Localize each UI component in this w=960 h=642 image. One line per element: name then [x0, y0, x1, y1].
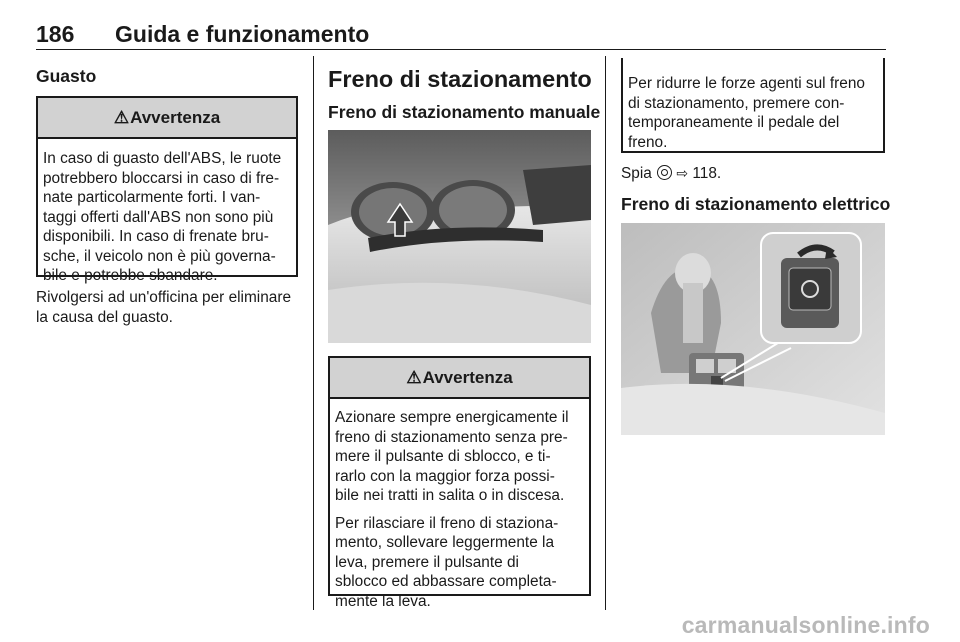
note-line: Per ridurre le forze agenti sul freno [628, 75, 865, 92]
photo-electric-parking-brake [621, 223, 885, 435]
brake-warning-icon [657, 165, 672, 180]
warning-line: mento, sollevare leggermente la [335, 534, 555, 551]
spia-reference [621, 163, 721, 184]
note-box [621, 58, 885, 153]
spia-label: Spia [621, 165, 652, 182]
chapter-title: Guida e funzionamento [115, 21, 370, 47]
warning-box-manual [328, 356, 591, 610]
warning-line: mere il pulsante di sblocco, e ti- [335, 448, 551, 465]
warning-line: rarlo con la maggior forza possi- [335, 467, 555, 485]
paragraph-line: Rivolgersi ad un'officina per eliminare [36, 289, 292, 306]
section-heading-freno: Freno di stazionamento [328, 66, 592, 92]
note-body [623, 58, 883, 152]
warning-line: sche, il veicolo non è più governa- [43, 247, 276, 265]
manual-handbrake-illustration [328, 130, 591, 343]
warning-title: Avvertenza [422, 367, 513, 387]
warning-body [330, 399, 589, 611]
paragraph-line: la causa del guasto. [36, 308, 173, 326]
warning-line: mente la leva. [335, 592, 431, 610]
warning-body [38, 139, 296, 286]
column-divider-2 [605, 56, 606, 610]
note-line: temporaneamente il pedale del [628, 114, 840, 131]
spia-page-ref: 118. [692, 165, 722, 182]
watermark: carmanualsonline.info [681, 612, 930, 638]
warning-line: nate particolarmente forti. I van- [43, 189, 261, 206]
warning-line: disponibili. In caso di frenate bru- [43, 228, 269, 245]
page-number: 186 [36, 21, 75, 47]
header-rule [36, 49, 886, 50]
warning-line: Azionare sempre energicamente il [335, 409, 569, 426]
note-line: di stazionamento, premere con- [628, 94, 845, 112]
warning-line: bile e potrebbe sbandare. [43, 267, 218, 284]
warning-line: taggi offerti dall'ABS non sono più [43, 208, 274, 226]
warning-triangle-icon: ⚠ [113, 107, 130, 127]
electric-parking-brake-illustration [621, 223, 885, 435]
column-divider-1 [313, 56, 314, 610]
warning-box-abs [36, 96, 298, 284]
warning-title: Avvertenza [130, 107, 221, 127]
page-ref-arrow-icon: ⇨ [676, 165, 689, 181]
warning-line: bile nei tratti in salita o in discesa. [335, 487, 565, 504]
section-heading-guasto: Guasto [36, 66, 97, 86]
warning-line: Per rilasciare il freno di staziona- [335, 514, 559, 532]
warning-line: leva, premere il pulsante di [335, 553, 519, 571]
warning-header [38, 98, 296, 139]
photo-manual-handbrake [328, 130, 591, 343]
warning-line: sblocco ed abbassare completa- [335, 573, 557, 590]
subheading-freno-elettrico: Freno di stazionamento elettrico [621, 194, 891, 214]
paragraph-officina [36, 288, 291, 327]
subheading-freno-manuale: Freno di stazionamento manuale [328, 102, 601, 122]
note-line: freno. [628, 133, 668, 151]
warning-header [330, 358, 589, 399]
warning-line: potrebbero bloccarsi in caso di fre- [43, 169, 280, 187]
warning-line: freno di stazionamento senza pre- [335, 428, 568, 446]
warning-triangle-icon: ⚠ [406, 367, 422, 387]
warning-line: In caso di guasto dell'ABS, le ruote [43, 150, 282, 167]
